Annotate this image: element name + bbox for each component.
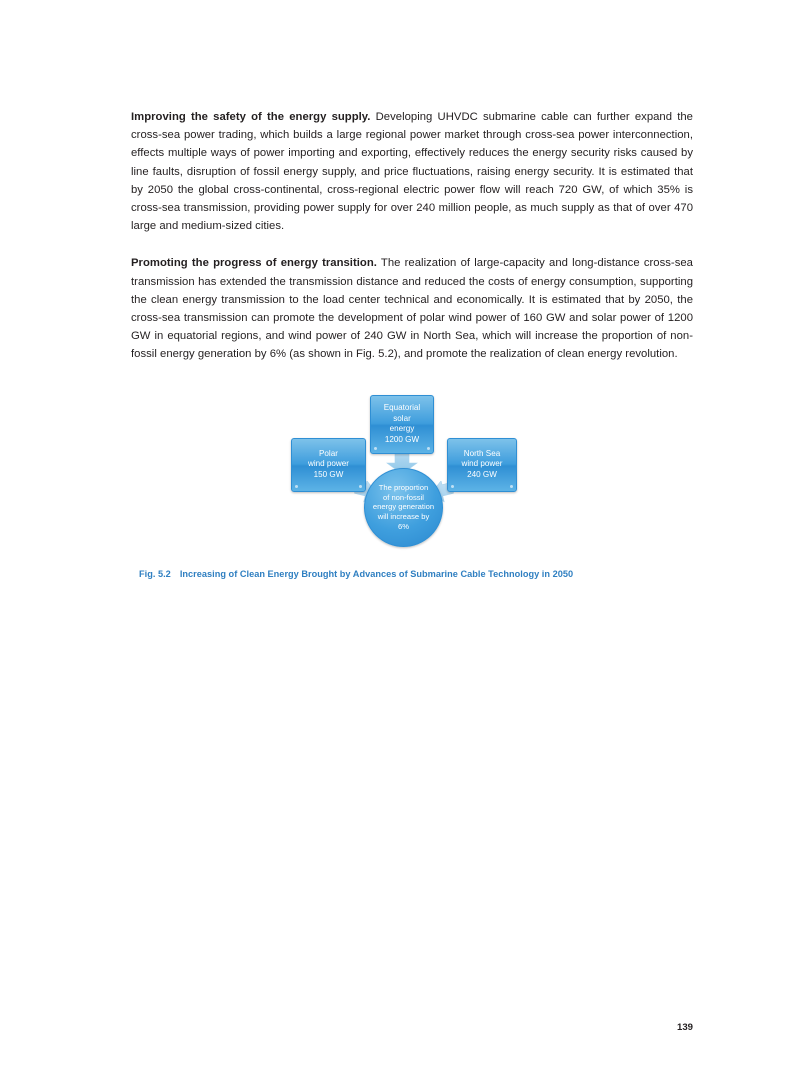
node-line: energy generation [372,502,435,512]
node-line: The proportion [378,483,429,493]
node-line: solar [393,413,411,423]
node-line: 150 GW [313,469,344,479]
node-line: 1200 GW [384,434,420,444]
node-line: will increase by [377,511,430,521]
node-line: 6% [398,521,409,531]
diagram-node-polar-wind [291,438,366,492]
node-line: wind power [308,459,349,469]
diagram-node-north-sea-wind [447,438,517,492]
node-line: energy [389,424,415,434]
paragraph-energy-safety [131,108,693,235]
figure-caption-number: Fig. 5.2 [139,568,171,579]
diagram-node-non-fossil-proportion [364,468,443,547]
paragraph-lead: Improving the safety of the energy supply. [131,111,371,123]
paragraph-energy-transition [131,254,693,363]
node-line: Equatorial [383,403,421,413]
node-line: of non-fossil [383,492,424,502]
page-content [131,108,693,583]
figure-caption [139,569,573,579]
figure-5-2 [131,383,693,583]
diagram-clean-energy [291,383,541,568]
diagram-node-equatorial-solar [370,395,434,454]
paragraph-text: Developing UHVDC submarine cable can further expand the cross-sea power trading, which builds a large regional power market through cross-sea power interconnection, effects multiple ways of power importing and exporting, effectively reduces the energy security risks caused by line faults, disruption of fossil energy supply, and price fluctuations, raising energy security. It is estimated that by 2050 the global cross-continental, cross-regional electric power flow will reach 720 GW, of which 35% is cross-sea transmission, providing power supply for over 240 million people, as much supply as that of over 470 large and medium-sized cities. [131,111,693,233]
figure-caption-text: Increasing of Clean Energy Brought by Advances of Submarine Cable Technology in 2050 [179,568,574,579]
node-line: North Sea [463,449,501,459]
node-line: Polar [319,449,338,459]
node-line: wind power [461,459,503,469]
paragraph-text: The realization of large-capacity and long-distance cross-sea transmission has extended the transmission distance and reduced the costs of energy consumption, supporting the clean energy transmission to the load center technical and economically. It is estimated that by 2050, the cross-sea transmission can promote the development of polar wind power of 160 GW and solar power of 1200 GW in equatorial regions, and wind power of 240 GW in North Sea, which will increase the proportion of non-fossil energy generation by 6% (as shown in Fig. 5.2), and promote the realization of clean energy revolution. [131,257,693,361]
paragraph-lead: Promoting the progress of energy transition. [131,257,377,270]
node-line: 240 GW [467,469,497,479]
page-number: 139 [676,1022,693,1033]
